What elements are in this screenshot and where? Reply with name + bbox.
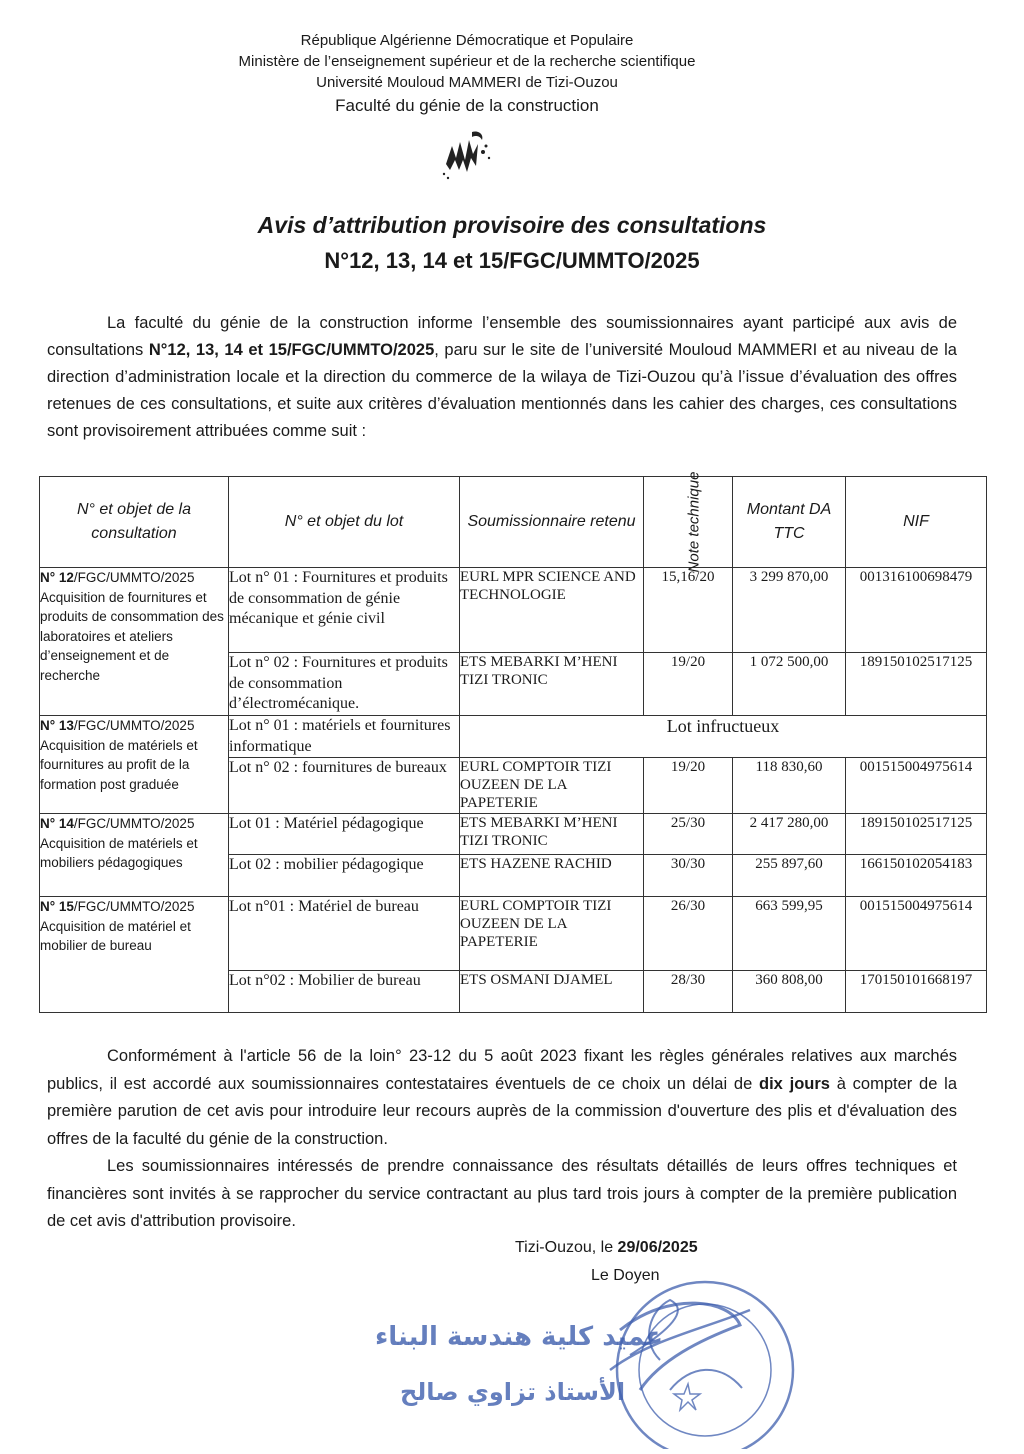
consultation-cell <box>40 897 229 1013</box>
signature-role: Le Doyen <box>591 1267 660 1284</box>
consultation-number: N° 15 <box>40 899 74 914</box>
faculty-line: Faculté du génie de la construction <box>335 96 599 115</box>
nif-cell: 001316100698479 <box>846 568 987 653</box>
legal-delay: dix jours <box>759 1074 830 1093</box>
supplier-cell: EURL COMPTOIR TIZI OUZEEN DE LA PAPETERIE <box>460 758 644 814</box>
consultation-number: N° 14 <box>40 816 74 831</box>
legal-text-1: Conformément à l'article 56 de la loin° 23-12 du 5 août 2023 fixant les règles générales relatives aux marchés publics, il est accordé aux soumissionnaires contestataires éventuels de ce choix un délai de <box>47 1047 957 1093</box>
amount-cell: 360 808,00 <box>733 971 846 1013</box>
lot-cell: Lot 01 : Matériel pédagogique <box>229 814 460 855</box>
header-consultation: N° et objet de la consultation <box>40 477 229 568</box>
title-line-1: Avis d’attribution provisoire des consultations <box>257 212 767 238</box>
consultation-cell <box>40 716 229 814</box>
nif-cell: 170150101668197 <box>846 971 987 1013</box>
supplier-cell: ETS HAZENE RACHID <box>460 855 644 897</box>
signature-place: Tizi-Ouzou, le <box>515 1239 618 1256</box>
header-nif: NIF <box>846 477 987 568</box>
legal-section <box>47 1043 957 1236</box>
nif-cell: 189150102517125 <box>846 653 987 716</box>
amount-cell: 118 830,60 <box>733 758 846 814</box>
note-cell: 15,16/20 <box>644 568 733 653</box>
signature-place-date <box>515 1236 698 1260</box>
lot-cell: Lot n°01 : Matériel de bureau <box>229 897 460 971</box>
consultation-ref: /FGC/UMMTO/2025 <box>73 570 195 585</box>
note-cell: 19/20 <box>644 653 733 716</box>
republic-line: République Algérienne Démocratique et Populaire <box>300 32 634 49</box>
nif-cell: 001515004975614 <box>846 758 987 814</box>
amount-cell: 3 299 870,00 <box>733 568 846 653</box>
amount-cell: 1 072 500,00 <box>733 653 846 716</box>
intro-text-1: La faculté du génie de la construction informe l’ensemble des soumissionnaires ayant participé aux avis de consultations <box>47 314 957 359</box>
note-cell: 26/30 <box>644 897 733 971</box>
title-line-2: N°12, 13, 14 et 15/FGC/UMMTO/2025 <box>324 248 700 273</box>
header-supplier: Soumissionnaire retenu <box>460 477 644 568</box>
consultation-cell <box>40 814 229 897</box>
consultation-object: Acquisition de matériels et fournitures au profit de la formation post graduée <box>40 737 198 792</box>
table-row <box>40 897 987 971</box>
table-header-row <box>40 477 987 568</box>
header-note-label: Note technique <box>685 471 703 573</box>
stamp-dean-text: عميد كلية هندسة البناء <box>375 1322 664 1352</box>
amount-cell: 663 599,95 <box>733 897 846 971</box>
supplier-cell: EURL COMPTOIR TIZI OUZEEN DE LA PAPETERIE <box>460 897 644 971</box>
supplier-cell: EURL MPR SCIENCE AND TECHNOLOGIE <box>460 568 644 653</box>
stamp-and-signature <box>370 1270 820 1449</box>
consultation-ref: /FGC/UMMTO/2025 <box>73 718 195 733</box>
header-lot: N° et objet du lot <box>229 477 460 568</box>
amount-cell: 2 417 280,00 <box>733 814 846 855</box>
consultation-number: N° 13 <box>40 718 74 733</box>
intro-reference: N°12, 13, 14 et 15/FGC/UMMTO/2025 <box>148 341 435 359</box>
legal-paragraph-2: Les soumissionnaires intéressés de prendre connaissance des résultats détaillés de leurs offres techniques et financières sont invités à se rapprocher du service contractant au plus tard trois jours à compter de la première publication de cet avis d'attribution provisoire. <box>47 1157 957 1230</box>
consultation-ref: /FGC/UMMTO/2025 <box>73 899 195 914</box>
university-logo-icon <box>436 124 496 182</box>
ministry-line: Ministère de l’enseignement supérieur et de la recherche scientifique <box>238 53 696 70</box>
note-cell: 30/30 <box>644 855 733 897</box>
amount-cell: 255 897,60 <box>733 855 846 897</box>
lot-cell: Lot n° 02 : fournitures de bureaux <box>229 758 460 814</box>
legal-text-2: à compter de la première parution de cet avis pour introduire leur recours auprès de la commission d'ouverture des plis et d'évaluation des offres de la faculté du génie de la construction. <box>47 1074 958 1148</box>
table-row <box>40 814 987 855</box>
note-cell: 19/20 <box>644 758 733 814</box>
letterhead <box>0 30 934 118</box>
consultation-cell <box>40 568 229 716</box>
supplier-cell: ETS OSMANI DJAMEL <box>460 971 644 1013</box>
nif-cell: 189150102517125 <box>846 814 987 855</box>
nif-cell: 166150102054183 <box>846 855 987 897</box>
university-line: Université Mouloud MAMMERI de Tizi-Ouzou <box>316 74 618 91</box>
table-row <box>40 568 987 653</box>
supplier-cell: ETS MEBARKI M’HENI TIZI TRONIC <box>460 653 644 716</box>
consultation-object: Acquisition de matériel et mobilier de bureau <box>40 918 191 953</box>
stamp-name-text: الأستاذ تزاوي صالح <box>400 1378 626 1406</box>
lot-cell: Lot n° 01 : Fournitures et produits de consommation de génie mécanique et génie civil <box>229 568 460 653</box>
note-cell: 25/30 <box>644 814 733 855</box>
consultation-number: N° 12 <box>40 570 74 585</box>
table-row <box>40 716 987 758</box>
official-stamp-icon <box>370 1270 820 1449</box>
consultation-object: Acquisition de matériels et mobiliers pédagogiques <box>40 835 198 870</box>
header-note <box>644 471 733 573</box>
lot-cell: Lot 02 : mobilier pédagogique <box>229 855 460 897</box>
nif-cell: 001515004975614 <box>846 897 987 971</box>
lot-cell: Lot n° 01 : matériels et fournitures informatique <box>229 716 460 758</box>
lot-cell: Lot n°02 : Mobilier de bureau <box>229 971 460 1013</box>
intro-paragraph <box>47 310 957 445</box>
signature-date: 29/06/2025 <box>617 1239 698 1256</box>
header-amount: Montant DA TTC <box>733 477 846 568</box>
attribution-table <box>39 471 987 1013</box>
consultation-object: Acquisition de fournitures et produits de consommation des laboratoires et ateliers d’enseignement et de recherche <box>40 589 224 683</box>
notice-title <box>0 208 1024 278</box>
legal-paragraph-1 <box>47 1043 957 1153</box>
intro-text-2: , paru sur le site de l’université Mouloud MAMMERI et au niveau de la direction d’administration locale et la direction du commerce de la wilaya de Tizi-Ouzou qu’à l’issue d’évaluation des offres retenues de ces consultations, et suite aux critères d’évaluation mentionnés dans les cahier des charges, ces consultations sont provisoirement attribuées comme suit : <box>47 341 957 440</box>
supplier-cell: ETS MEBARKI M’HENI TIZI TRONIC <box>460 814 644 855</box>
lot-infructueux-cell: Lot infructueux <box>460 716 987 758</box>
lot-cell: Lot n° 02 : Fournitures et produits de consommation d’électromécanique. <box>229 653 460 716</box>
consultation-ref: /FGC/UMMTO/2025 <box>73 816 195 831</box>
note-cell: 28/30 <box>644 971 733 1013</box>
